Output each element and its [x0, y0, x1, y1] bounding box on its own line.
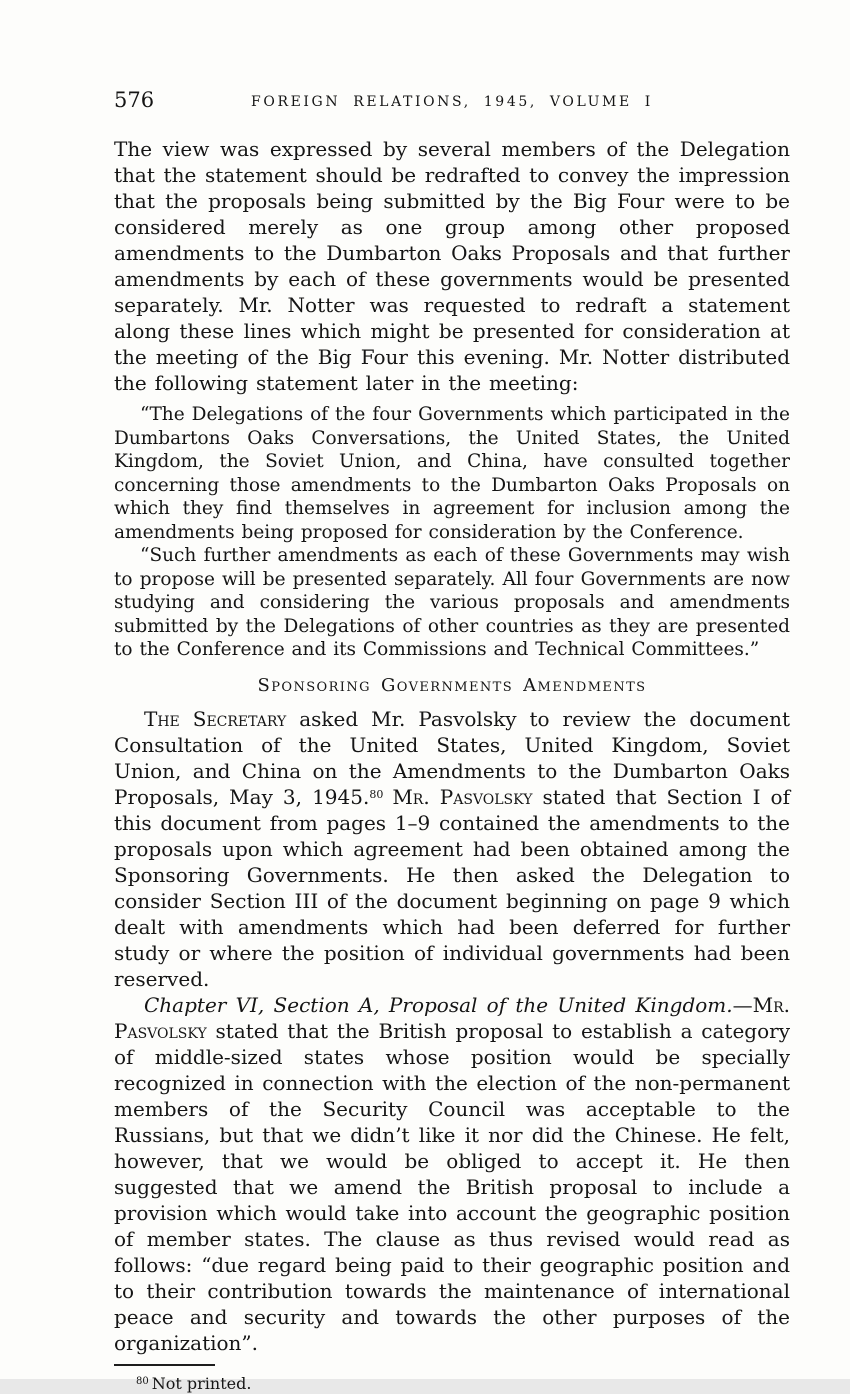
paragraph-text: asked Mr. Pasvolsky to review the document Consultation of the United States, United Kingdom, Soviet Union, and China on the Amendments to the Dumbarton Oaks Proposals, May 3, 1945. — [114, 706, 790, 809]
footnote — [114, 1373, 790, 1394]
running-head: FOREIGN RELATIONS, 1945, VOLUME I — [251, 94, 653, 110]
footnote-reference: 80 — [369, 787, 384, 801]
em-dash: — — [732, 992, 753, 1017]
paragraph-text: stated that Section I of this document from pages 1–9 contained the amendments to the proposals upon which agreement had been obtained among the Sponsoring Governments. He then asked the Delegation to consider Section III of the document beginning on page 9 which dealt with amendments which had been deferred for further study or where the position of individual governments had been reserved. — [114, 784, 790, 991]
footnote-marker: 80 — [136, 1375, 149, 1387]
quote-paragraph-1: “The Delegations of the four Governments which participated in the Dumbartons Oaks Conversations, the United States, the United Kingdom, the Soviet Union, and China, have consulted together concerning those amendments to the Dumbarton Oaks Proposals on which they find themselves in agreement for inclusion among the amendments being proposed for consideration by the Conference. — [114, 404, 790, 543]
page-number: 576 — [114, 88, 155, 112]
section-heading: Sponsoring Governments Amendments — [257, 674, 647, 696]
footnote-rule — [114, 1364, 215, 1366]
footnote-text: Not printed. — [151, 1373, 252, 1393]
speaker-name: The Secretary — [144, 706, 287, 731]
speaker-name: Mr. Pasvolsky — [392, 784, 533, 809]
chapter-reference: Chapter VI, Section A, Proposal of the United Kingdom. — [144, 992, 733, 1017]
paragraph-secretary — [114, 706, 790, 992]
paragraph-intro: The view was expressed by several members of the Delegation that the statement should be redrafted to convey the impression that the proposals being submitted by the Big Four were to be considered merely as one group among other proposed amendments to the Dumbarton Oaks Proposals and that further amendments by each of these governments would be presented separately. Mr. Notter was requested to redraft a statement along these lines which might be presented for consideration at the meeting of the Big Four this evening. Mr. Notter distributed the following statement later in the meeting: — [114, 137, 790, 395]
quote-paragraph-2: “Such further amendments as each of these Governments may wish to propose will be presented separately. All four Governments are now studying and considering the various proposals and amendments submitted by the Delegations of other countries as they are presented to the Conference and its Commissions and Technical Committees.” — [114, 545, 790, 660]
text-column — [114, 88, 790, 1394]
footnote-area — [114, 1364, 790, 1394]
page-header — [114, 88, 790, 114]
paragraph-chapter — [114, 992, 790, 1356]
paragraph-text: stated that the British proposal to establish a category of middle-sized states whose position would be specially recognized in connection with the election of the non-permanent members of the Security Council was acceptable to the Russians, but that we didn’t like it nor did the Chinese. He felt, however, that we would be obliged to accept it. He then suggested that we amend the British proposal to include a provision which would take into account the geographic position of member states. The clause as thus revised would read as follows: “due regard being paid to their geographic position and to their contribution towards the maintenance of international peace and security and towards the other purposes of the organization”. — [114, 1018, 790, 1355]
speaker-name: Mr. Pasvolsky — [114, 992, 790, 1043]
